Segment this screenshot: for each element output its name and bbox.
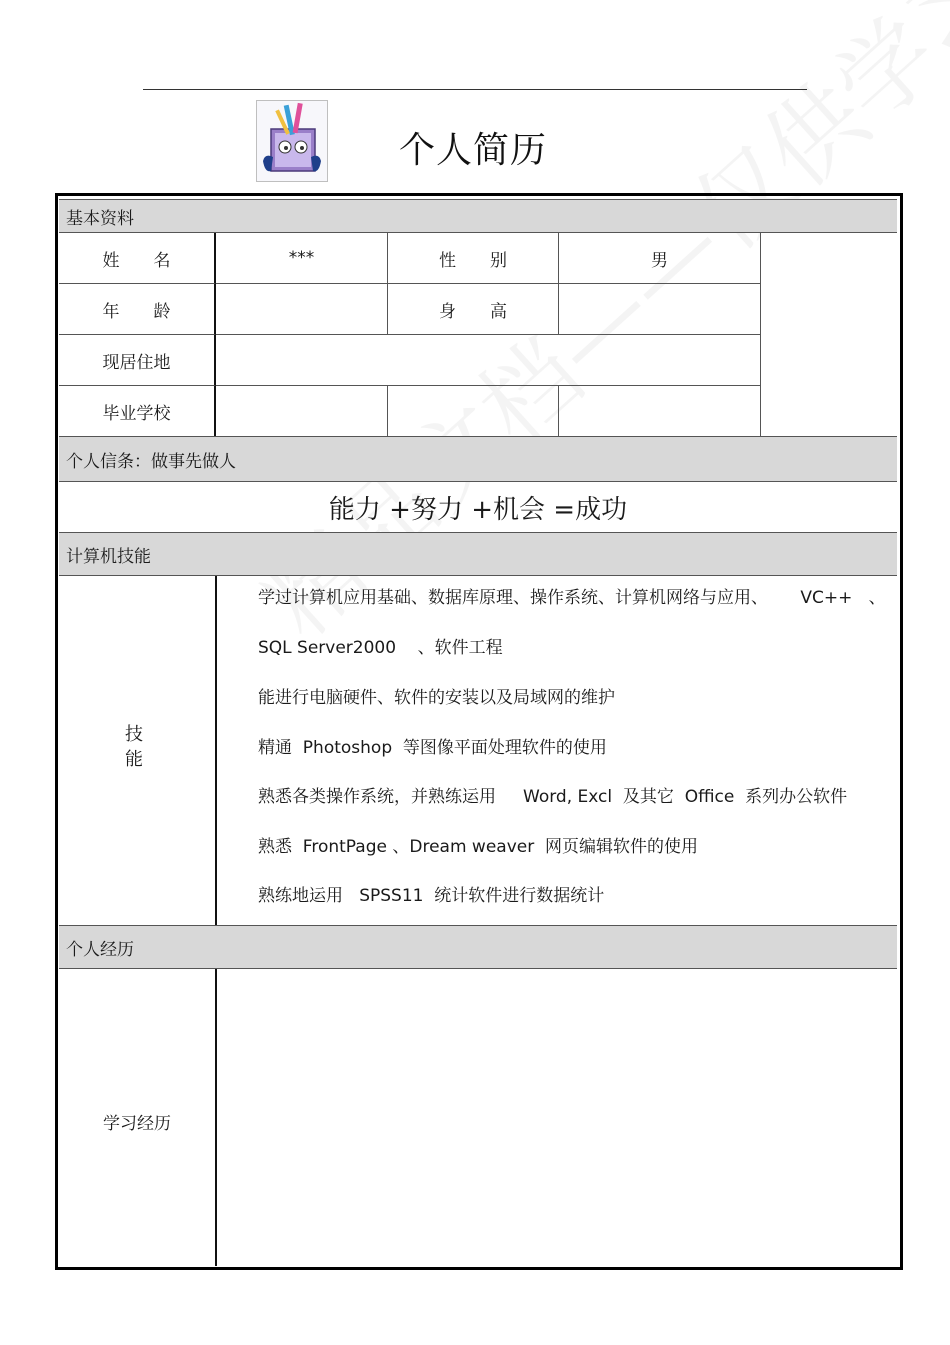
height-value — [559, 284, 761, 335]
address-value — [216, 335, 761, 386]
skills-divider — [215, 576, 217, 925]
name-label: 姓 名 — [59, 233, 216, 284]
skill-line: 熟悉各类操作系统，并熟练运用 Word, Excl 及其它 Office 系列办公软件 — [258, 787, 848, 807]
section-basic-info: 基本资料 — [59, 199, 897, 233]
section-belief: 个人信条：做事先做人 — [59, 436, 897, 482]
gender-label: 性 别 — [388, 233, 559, 284]
top-rule — [143, 89, 807, 90]
motto: 能力 +努力 +机会 =成功 — [328, 494, 628, 525]
skills-label — [119, 722, 149, 772]
skill-line: 学过计算机应用基础、数据库原理、操作系统、计算机网络与应用、 VC++ 、 — [258, 588, 886, 608]
school-extra-1 — [388, 386, 559, 437]
study-experience-label: 学习经历 — [103, 1114, 171, 1134]
school-value — [216, 386, 388, 437]
skills-label-text: 技 能 — [125, 724, 143, 770]
gender-value: 男 — [559, 233, 761, 284]
skill-line: 精通 Photoshop 等图像平面处理软件的使用 — [258, 738, 607, 758]
experience-divider — [215, 969, 217, 1266]
height-label: 身 高 — [388, 284, 559, 335]
age-label: 年 龄 — [59, 284, 216, 335]
address-label: 现居住地 — [59, 335, 216, 386]
skill-line: SQL Server2000 、软件工程 — [258, 638, 503, 658]
skill-line: 熟练地运用 SPSS11 统计软件进行数据统计 — [258, 886, 605, 906]
section-experience: 个人经历 — [59, 925, 897, 969]
school-label: 毕业学校 — [59, 386, 216, 437]
section-computer-skills: 计算机技能 — [59, 532, 897, 576]
photo-box — [761, 233, 897, 437]
page-title: 个人简历 — [399, 130, 548, 171]
name-value: *** — [216, 233, 388, 284]
skill-line: 熟悉 FrontPage 、Dream weaver 网页编辑软件的使用 — [258, 837, 699, 857]
school-extra-2 — [559, 386, 761, 437]
skill-line: 能进行电脑硬件、软件的安装以及局域网的维护 — [258, 688, 615, 708]
book-pencils-icon — [256, 100, 328, 182]
age-value — [216, 284, 388, 335]
study-experience-value — [219, 969, 897, 1266]
